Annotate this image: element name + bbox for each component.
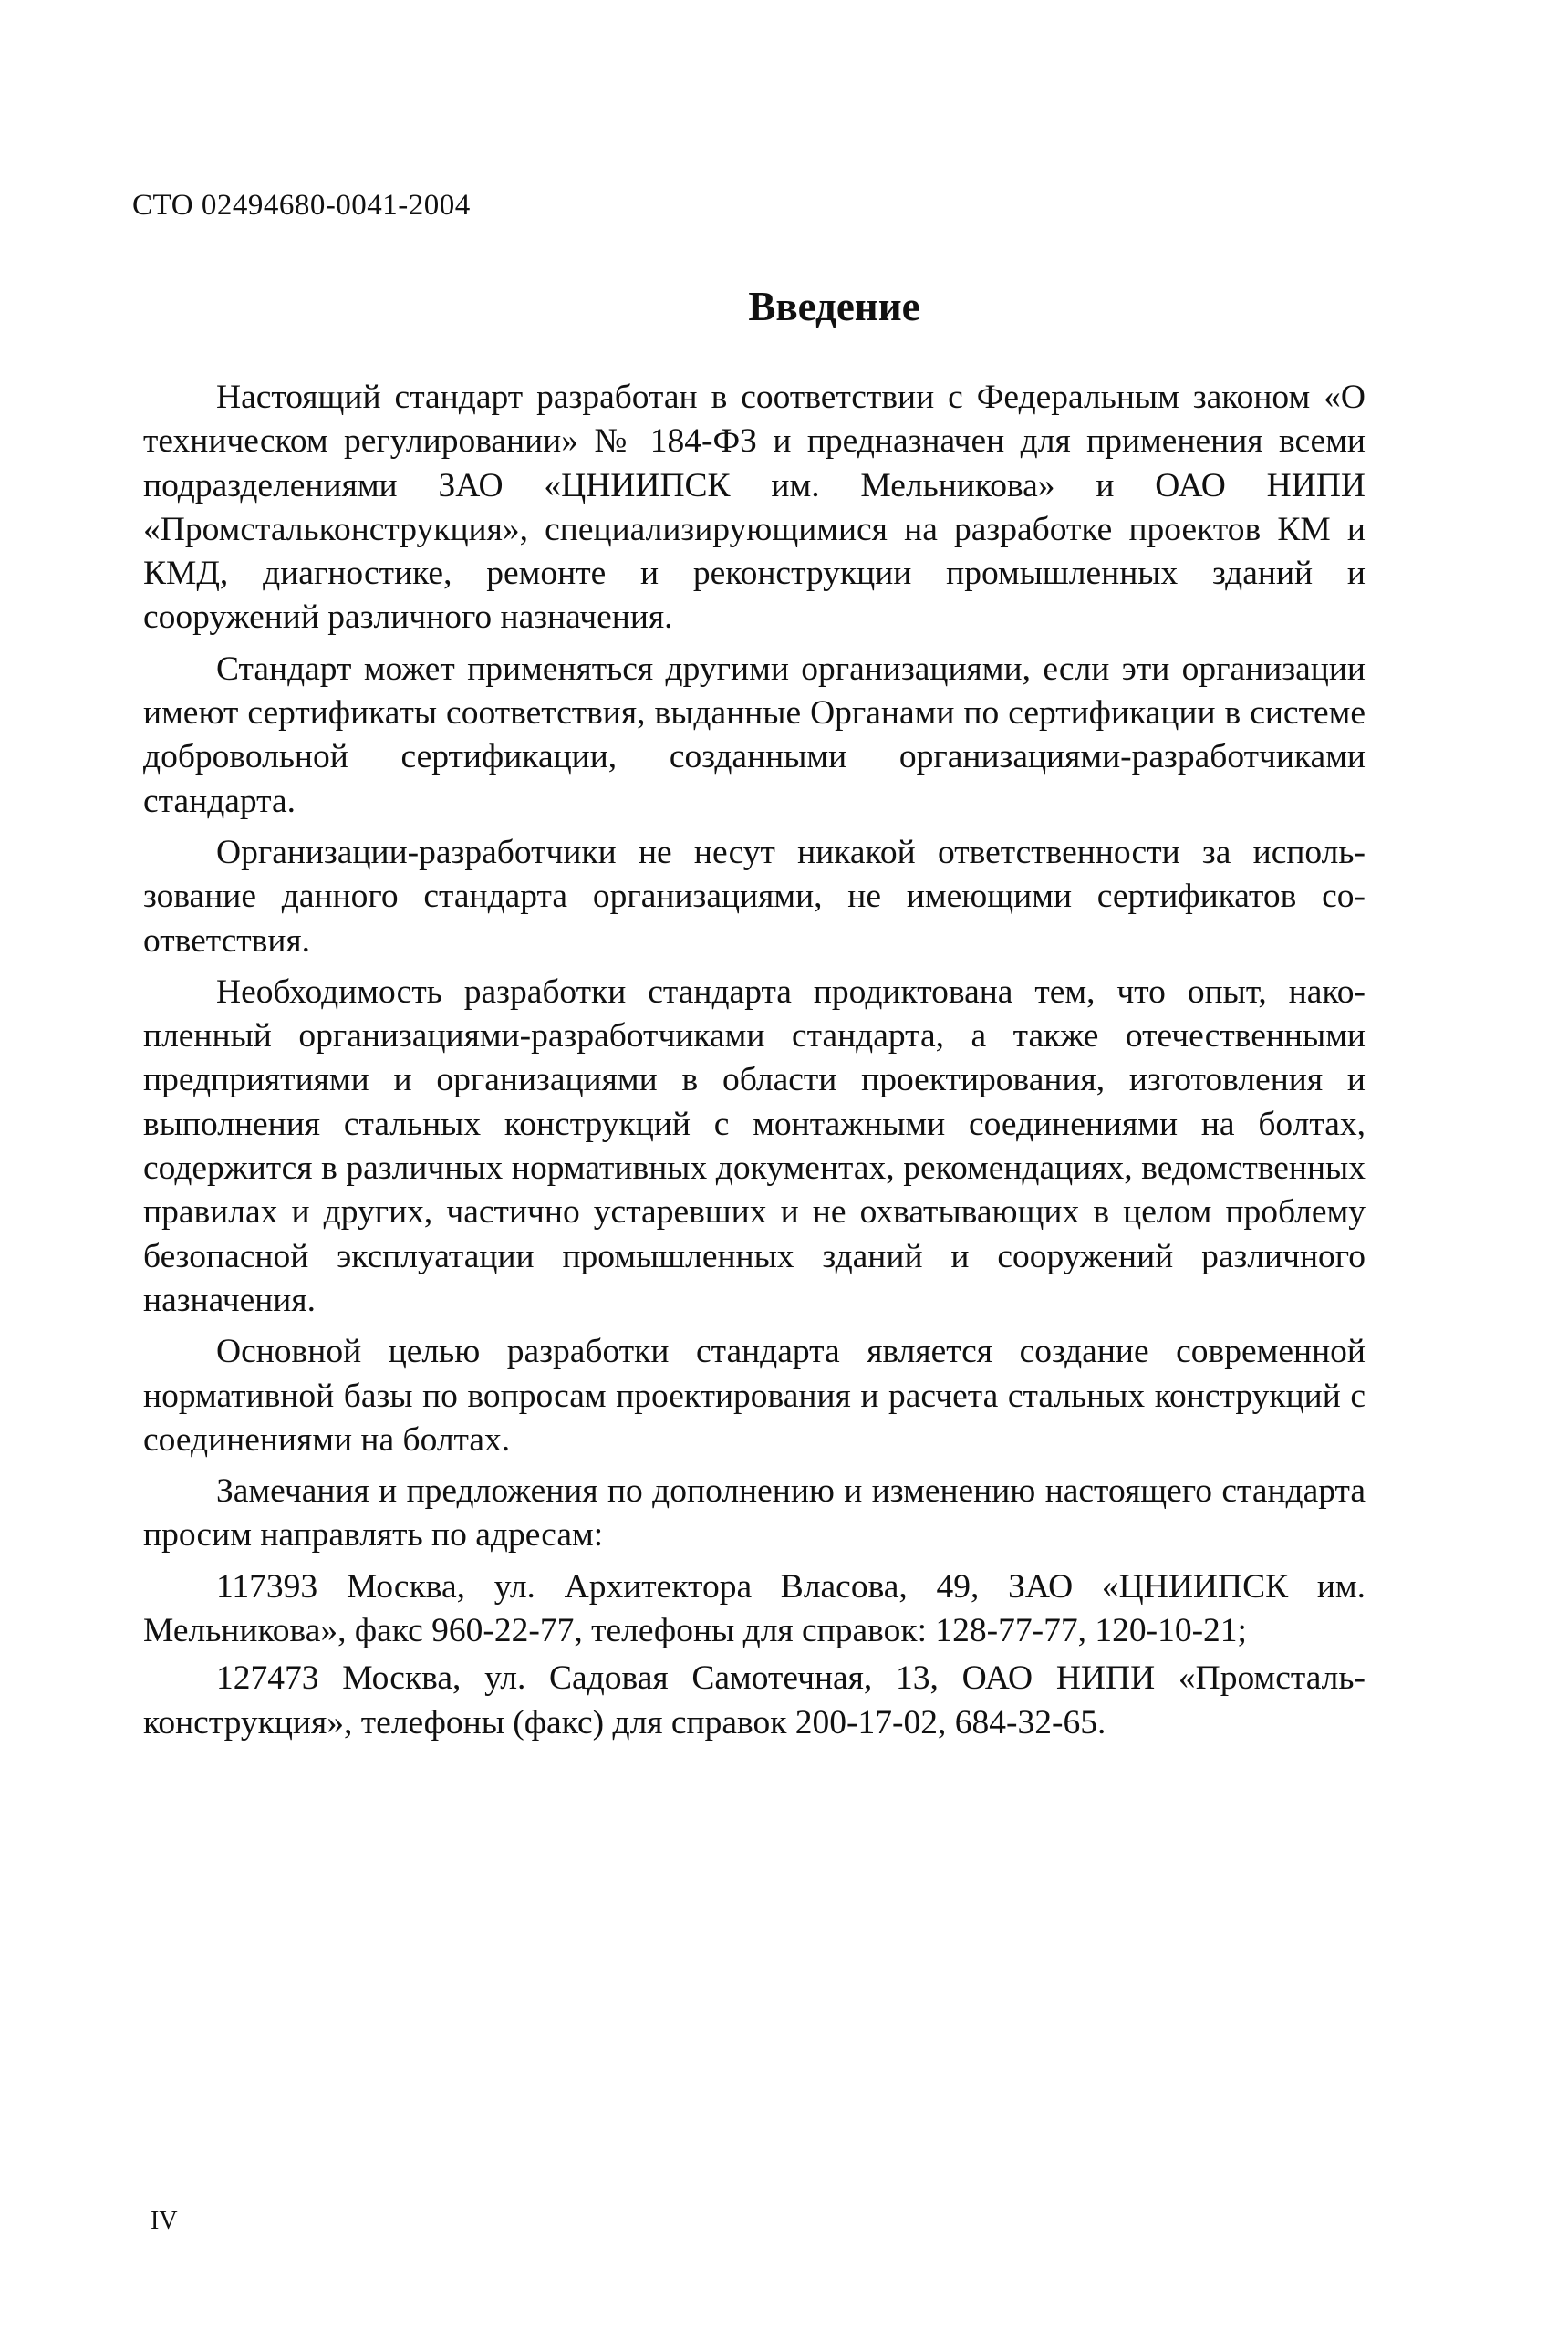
page-number: IV	[151, 2207, 178, 2235]
body-text	[143, 376, 1366, 1749]
paragraph: Основной целью разработки стандарта является создание современной нормативной базы по вопросам проектирования и расчета стальных конструкций с соединениями на болтах.	[143, 1333, 1366, 1459]
paragraph: Настоящий стандарт разработан в соответствии с Федеральным законом «О техническом регулировании» № 184-ФЗ и предназначен для применения всеми подразделениями ЗАО «ЦНИИПСК им. Мельникова» и ОАО НИПИ «Промстальконструкция», специализирующимися на разработке проектов КМ и КМД, диагностике, ремонте и реконструкции промышленных зданий и сооружений различного назначения.	[143, 379, 1366, 637]
address-paragraph: 117393 Москва, ул. Архитектора Власова, 49, ЗАО «ЦНИИПСК им. Мельникова», факс 960-22-77, телефоны для справок: 128-77-77, 120-10-21;	[143, 1567, 1366, 1650]
section-title: Введение	[748, 284, 920, 329]
document-code: СТО 02494680-0041-2004	[132, 189, 471, 222]
paragraph: Организации-разработчики не несут никакой ответственности за использование данного стандарта организациями, не имеющими сертификатов соответствия.	[143, 833, 1366, 960]
paragraph: Стандарт может применяться другими организациями, если эти организации имеют сертификаты соответствия, выданные Органами по сертификации в системе добровольной сертификации, созданными организациями-разработчиками стандарта.	[143, 650, 1366, 820]
paragraph: Замечания и предложения по дополнению и изменению настоящего стандарта просим направлять по адресам:	[143, 1472, 1366, 1554]
address-paragraph: 127473 Москва, ул. Садовая Самотечная, 13, ОАО НИПИ «Промстальконструкция», телефоны (факс) для справок 200-17-02, 684-32-65.	[143, 1659, 1366, 1742]
paragraph: Необходимость разработки стандарта продиктована тем, что опыт, накопленный организациями-разработчиками стандарта, а также отечественными предприятиями и организациями в области проектирования, изготовления и выполнения стальных конструкций с монтажными соединениями на болтах, содержится в различных нормативных документах, рекомендациях, ведомственных правилах и других, частично устаревших и не охватывающих в целом проблему безопасной эксплуатации промышленных зданий и сооружений различного назначения.	[143, 972, 1366, 1319]
